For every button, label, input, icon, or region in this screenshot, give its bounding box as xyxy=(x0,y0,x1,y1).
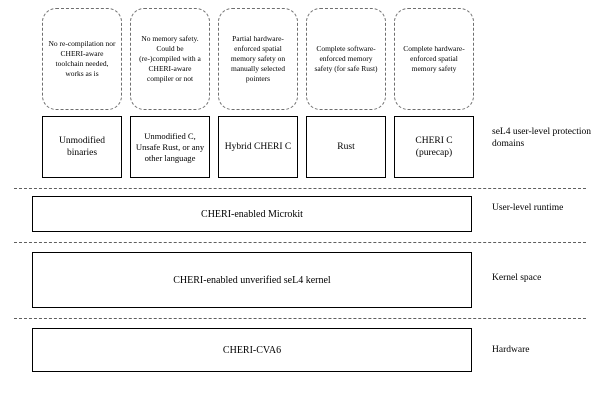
side-label-hardware: Hardware xyxy=(492,345,530,355)
callout-bubble: Complete hardware-enforced spatial memory safety xyxy=(394,8,474,110)
separator-kernel-space xyxy=(14,242,586,243)
separator-user-runtime xyxy=(14,188,586,189)
protection-domain-row xyxy=(42,116,474,178)
domain-box-hybrid-cheri-c: Hybrid CHERI C xyxy=(218,116,298,178)
domain-box-unmodified-binaries: Unmodified binaries xyxy=(42,116,122,178)
domain-box-cheri-c-purecap: CHERI C (purecap) xyxy=(394,116,474,178)
callout-bubble: No memory safety. Could be (re-)compiled with a CHERI-aware compiler or not xyxy=(130,8,210,110)
side-label-kernel-space: Kernel space xyxy=(492,273,542,283)
domain-box-rust: Rust xyxy=(306,116,386,178)
callout-bubble: Complete software-enforced memory safety (for safe Rust) xyxy=(306,8,386,110)
callout-row xyxy=(42,8,474,110)
layer-cheri-cva6: CHERI-CVA6 xyxy=(32,328,472,372)
side-label-protection-domains: seL4 user-level protection domains xyxy=(492,127,591,150)
callout-bubble: No re-compilation nor CHERI-aware toolchain needed, works as is xyxy=(42,8,122,110)
separator-hardware xyxy=(14,318,586,319)
layer-microkit: CHERI-enabled Microkit xyxy=(32,196,472,232)
side-label-user-level-runtime: User-level runtime xyxy=(492,203,564,213)
domain-box-unmodified-c: Unmodified C, Unsafe Rust, or any other language xyxy=(130,116,210,178)
callout-bubble: Partial hardware-enforced spatial memory safety on manually selected pointers xyxy=(218,8,298,110)
layer-sel4-kernel: CHERI-enabled unverified seL4 kernel xyxy=(32,252,472,308)
